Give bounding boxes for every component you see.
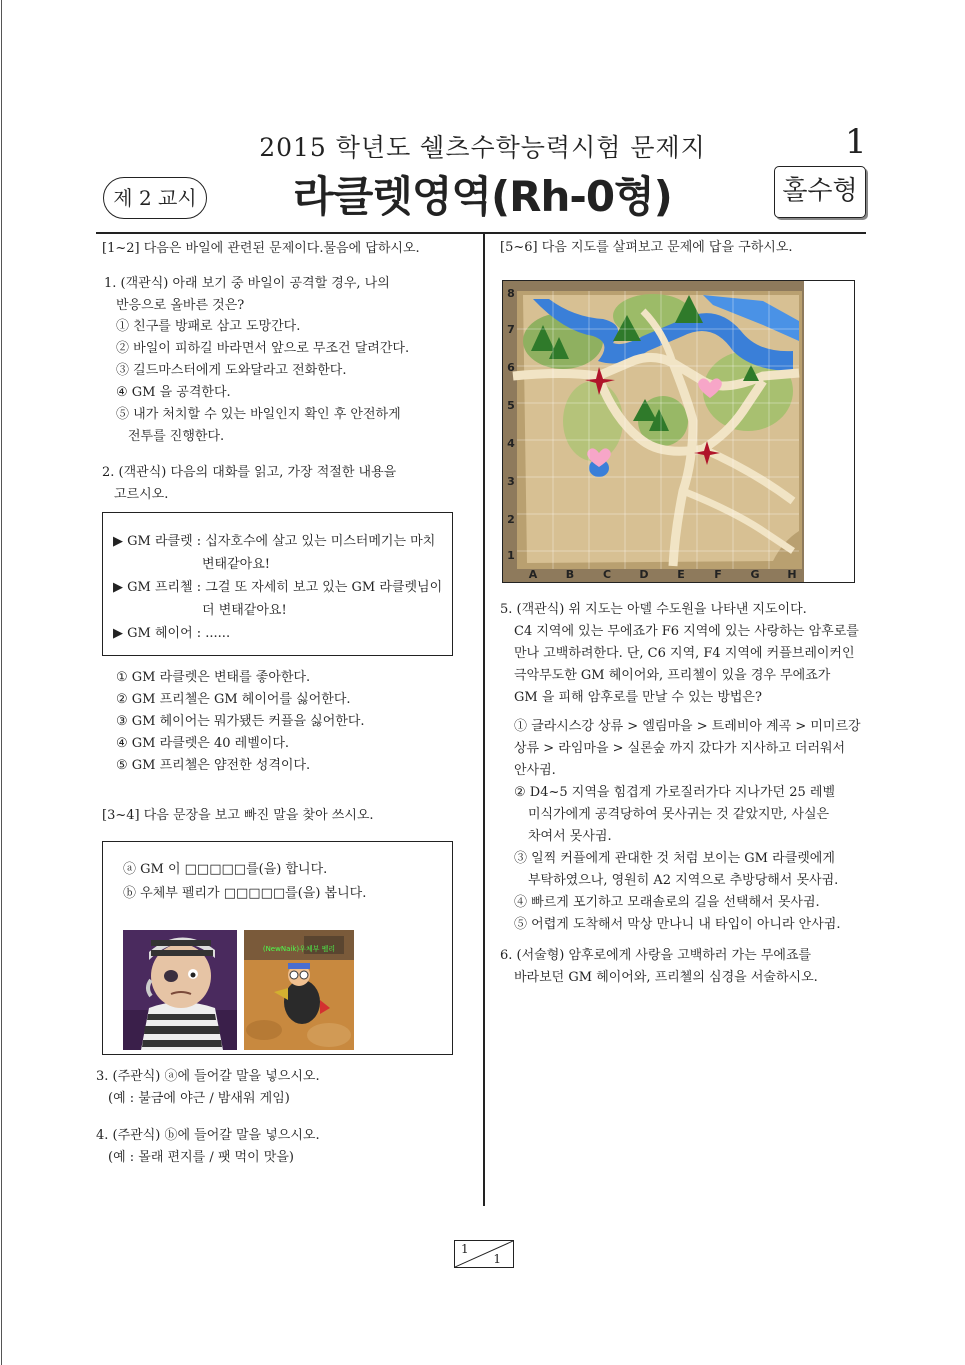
map-row-label-5: 5 — [507, 399, 515, 412]
map-col-label-a: A — [528, 568, 538, 581]
q1-option-1: ① 친구를 방패로 삼고 도망간다. — [116, 319, 301, 334]
q5-option-2: ② D4~5 지역을 힘겹게 가로질러가다 지나가던 25 레벨 — [514, 785, 836, 800]
section-intro-5-6: [5~6] 다음 지도를 살펴보고 문제에 답을 구하시오. — [500, 240, 793, 255]
q2-option-5: ⑤ GM 프리첼은 얌전한 성격이다. — [116, 758, 311, 773]
question-2-text: 2. (객관식) 다음의 대화를 읽고, 가장 적절한 내용을 고르시오. — [102, 465, 397, 502]
map-frame — [502, 280, 855, 583]
dialog-line-heier: ▶ GM 헤이어 : ...... — [113, 626, 231, 641]
q5-option-1: ① 글라시스강 상류 > 엘림마을 > 트레비아 계곡 > 미미르강 — [514, 719, 861, 734]
subject-title: 라클렛영역(Rh-0형) — [293, 172, 672, 221]
page-number: 1 — [845, 122, 867, 162]
section-intro-3-4: [3~4] 다음 문장을 보고 빠진 말을 찾아 쓰시오. — [102, 808, 374, 823]
question-1-text: 1. (객관식) 아래 보기 중 바일이 공격할 경우, 나의 반응으로 올바른 것은? — [104, 276, 390, 313]
q5-option-5: ⑤ 어렵게 도착해서 막상 만나니 내 타입이 아니라 안사귐. — [514, 917, 841, 932]
current-page: 1 — [461, 1242, 469, 1256]
q2-option-2: ② GM 프리첼은 GM 헤이어를 싫어한다. — [116, 692, 351, 707]
column-divider — [483, 234, 485, 1206]
map-row-label-4: 4 — [507, 437, 515, 450]
q2-option-3: ③ GM 헤이어는 뭐가됐든 커플을 싫어한다. — [116, 714, 365, 729]
section-intro-1-2: [1~2] 다음은 바일에 관련된 문제이다.물음에 답하시오. — [102, 241, 420, 256]
blank-sentence-a: ⓐ GM 이 □□□□□를(을) 합니다. — [123, 862, 328, 877]
map-row-label-6: 6 — [507, 361, 515, 374]
map-row-label-8: 8 — [507, 287, 515, 300]
map-row-label-2: 2 — [507, 513, 515, 526]
question-3: 3. (주관식) ⓐ에 들어갈 말을 넣으시오. (예 : 불금에 야근 / 밤새워 게임) — [96, 1069, 320, 1106]
q2-option-4: ④ GM 라클렛은 40 레벨이다. — [116, 736, 290, 751]
prisoner-character-image — [123, 930, 237, 1050]
game-nametag: (NewNaik)우체부 펠리 — [262, 945, 336, 953]
dialog-box: ▶ GM 라클렛 : 십자호수에 살고 있는 미스터메기는 마치 변태같아요! ▶ GM 프리첼 : 그걸 또 자세히 보고 있는 GM 라클렛님이 더 변태같아요! ▶ GM 헤이어 : ...... — [102, 512, 453, 656]
total-pages: 1 — [493, 1252, 501, 1266]
question-2-options — [116, 667, 365, 777]
period-badge: 제 2 교시 — [103, 177, 207, 219]
q5-option-3: ③ 일찍 커플에게 관대한 것 처럼 보이는 GM 라클렛에게 — [514, 851, 835, 866]
exam-title: 2015 학년도 쉘츠수학능력시험 문제지 — [259, 133, 706, 162]
header-divider — [96, 232, 866, 234]
map-row-label-1: 1 — [507, 549, 515, 562]
form-type-badge: 홀수형 — [774, 166, 866, 218]
blank-sentence-b: ⓑ 우체부 펠리가 □□□□□를(을) 봅니다. — [123, 886, 367, 901]
question-5-options: ① 글라시스강 상류 > 엘림마을 > 트레비아 계곡 > 미미르강 상류 > 라임마을 > 실론숲 까지 갔다가 지사하고 더러워서 안사귐. ② D4~5 지역을 힘겹게 가로질러가다 지나가던 25 레벨 미식가에게 공격당하여 못사귀는 것 같았지만, 사실은 차여서 못사귐. ③ 일찍 커플에게 관대한 것 처럼 보이는 GM 라클렛에게 부탁하였으나, 영원히 A2 지역으로 추방당해서 못사귐. ④ 빠르게 포기하고 모래솔로의 길을 선택해서 못사귐. ⑤ 어렵게 도착해서 막상 만나니 내 타입이 아니라 안사귐. — [514, 716, 861, 936]
monastery-map — [503, 281, 804, 582]
question-5-text: 5. (객관식) 위 지도는 아델 수도원을 나타낸 지도이다. C4 지역에 있는 무에죠가 F6 지역에 있는 사랑하는 암후로를 만나 고백하려한다. 단, C6 지역, F4 지역에 커플브레이커인 극악무도한 GM 헤이어와, 프리첼이 있을 경우 무에죠가 GM 을 피해 암후로를 만날 수 있는 방법은? — [500, 602, 859, 705]
map-col-label-f: F — [714, 568, 722, 581]
q1-option-4: ④ GM 을 공격한다. — [116, 385, 231, 400]
map-col-label-h: H — [787, 568, 797, 581]
dialog-line-pretzel: ▶ GM 프리첼 : 그걸 또 자세히 보고 있는 GM 라클렛님이 — [113, 580, 443, 595]
mailman-pelly-image — [244, 930, 354, 1050]
map-col-label-c: C — [602, 568, 612, 581]
q2-option-1: ① GM 라클렛은 변태를 좋아한다. — [116, 670, 311, 685]
q1-option-2: ② 바일이 피하길 바라면서 앞으로 무조건 달려간다. — [116, 341, 410, 356]
q1-option-3: ③ 길드마스터에게 도와달라고 전화한다. — [116, 363, 347, 378]
dialog-line-raclette: ▶ GM 라클렛 : 십자호수에 살고 있는 미스터메기는 마치 — [113, 534, 436, 549]
blank-sentences-box — [102, 841, 453, 1055]
question-1-options: ① 친구를 방패로 삼고 도망간다. ② 바일이 피하길 바라면서 앞으로 무조건 달려간다. ③ 길드마스터에게 도와달라고 전화한다. ④ GM 을 공격한다. ⑤ 내가 처치할 수 있는 바일인지 확인 후 안전하게 전투를 진행한다. — [116, 316, 409, 448]
map-col-label-d: D — [639, 568, 649, 581]
map-row-label-3: 3 — [507, 475, 515, 488]
question-6: 6. (서술형) 암후로에게 사랑을 고백하러 가는 무에죠를 바라보던 GM 헤이어와, 프리첼의 심경을 서술하시오. — [500, 948, 818, 985]
q5-option-4: ④ 빠르게 포기하고 모래솔로의 길을 선택해서 못사귐. — [514, 895, 820, 910]
page-indicator — [454, 1240, 514, 1268]
question-4: 4. (주관식) ⓑ에 들어갈 말을 넣으시오. (예 : 몰래 편지를 / 팻 먹이 맛을) — [96, 1128, 320, 1165]
map-row-label-7: 7 — [507, 323, 515, 336]
q1-option-5: ⑤ 내가 처치할 수 있는 바일인지 확인 후 안전하게 — [116, 407, 401, 422]
map-col-label-e: E — [677, 568, 685, 581]
map-col-label-g: G — [750, 568, 760, 581]
map-col-label-b: B — [565, 568, 575, 581]
